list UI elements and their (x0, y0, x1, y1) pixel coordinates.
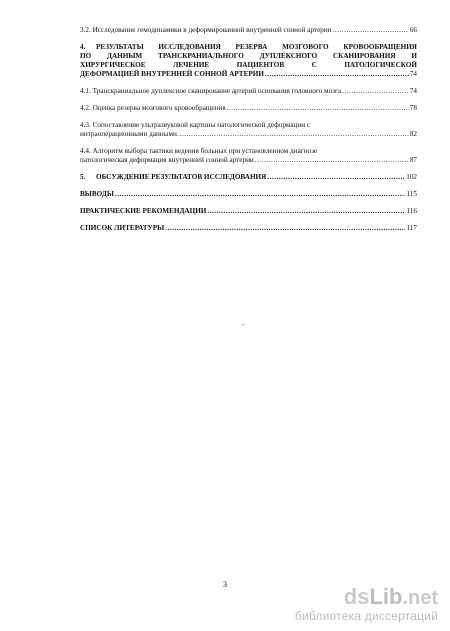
leader-dots (165, 224, 405, 233)
toc-entry-title-line: РЕЗУЛЬТАТЫ ИССЛЕДОВАНИЯ РЕЗЕРВА МОЗГОВОГО КРОВООБРАЩЕНИЯ (96, 43, 417, 51)
table-of-contents (80, 26, 417, 241)
toc-entry-page: 82 (409, 130, 417, 138)
toc-entry-number: 5. (80, 173, 86, 181)
toc-entry-page: 116 (406, 207, 417, 215)
stray-mark: . (242, 318, 244, 327)
toc-entry-page: 102 (406, 173, 417, 181)
toc-entry-title-line: ПО ДАННЫМ ТРАНСКРАНИАЛЬНОГО ДУПЛЕКСНОГО СКАНИРОВАНИЯ И (80, 52, 417, 60)
toc-entry-title-line: патологическая деформация внутренней сонной артерии (80, 156, 254, 164)
toc-entry-page: 87 (409, 156, 417, 164)
watermark-subtitle: библиотека диссертаций (294, 609, 438, 623)
watermark-logo: dsLib.net (343, 584, 438, 609)
toc-entry-number: 4. (80, 43, 86, 51)
toc-entry-4-1 (80, 87, 417, 96)
toc-entry-4-4 (80, 147, 417, 165)
leader-dots (267, 173, 405, 182)
toc-entry-title-line: 4.4. Алгоритм выбора тактики ведения больных при установленном диагнозе (80, 147, 318, 155)
watermark (295, 586, 438, 623)
toc-entry-page: 66 (409, 26, 417, 34)
leader-dots (115, 190, 406, 199)
toc-entry-title: СПИСОК ЛИТЕРАТУРЫ (80, 224, 165, 232)
toc-entry-title-line: интраоперационными данными. (80, 130, 179, 138)
toc-entry-page: 74 (409, 87, 417, 95)
toc-entry-4-2 (80, 104, 417, 113)
toc-entry-title: 3.2. Исследование гемодинамики в деформированной внутренней сонной артерии (80, 26, 332, 34)
toc-entry-page: 115 (406, 190, 417, 198)
toc-entry-title-line: ДЕФОРМАЦИЕЙ ВНУТРЕННЕЙ СОННОЙ АРТЕРИИ (80, 70, 264, 78)
leader-dots (227, 104, 409, 113)
toc-entry-title: 4.2. Оценка резерва мозгового кровообращения (80, 104, 226, 112)
toc-entry-title-line: ХИРУРГИЧЕСКОЕ ЛЕЧЕНИЕ ПАЦИЕНТОВ С ПАТОЛОГИЧЕСКОЙ (80, 61, 417, 69)
leader-dots (333, 26, 409, 35)
toc-entry-title: ПРАКТИЧЕСКИЕ РЕКОМЕНДАЦИИ (80, 207, 207, 215)
leader-dots (265, 70, 409, 79)
toc-entry-title: ВЫВОДЫ (80, 190, 114, 198)
leader-dots (207, 207, 405, 216)
toc-entry-4-3 (80, 121, 417, 139)
toc-entry-recommendations (80, 207, 417, 216)
toc-entry-4 (80, 43, 417, 79)
toc-entry-page: 117 (406, 224, 417, 232)
page-number: 3 (223, 580, 227, 589)
leader-dots (180, 130, 409, 139)
toc-entry-page: 78 (409, 104, 417, 112)
toc-entry-title-line: 4.3. Сопоставление ультразвуковой картины патологической деформации с (80, 121, 311, 129)
toc-entry-5 (80, 173, 417, 182)
toc-entry-page: 74 (409, 70, 417, 78)
toc-entry-references (80, 224, 417, 233)
leader-dots (255, 156, 409, 165)
toc-entry-title: ОБСУЖДЕНИЕ РЕЗУЛЬТАТОВ ИССЛЕДОВАНИЯ (96, 173, 267, 181)
leader-dots (342, 87, 409, 96)
toc-entry-title: 4.1. Транскраниальное дуплексное сканирование артерий основания головного мозга (80, 87, 342, 95)
toc-entry-3-2 (80, 26, 417, 35)
toc-entry-conclusions (80, 190, 417, 199)
